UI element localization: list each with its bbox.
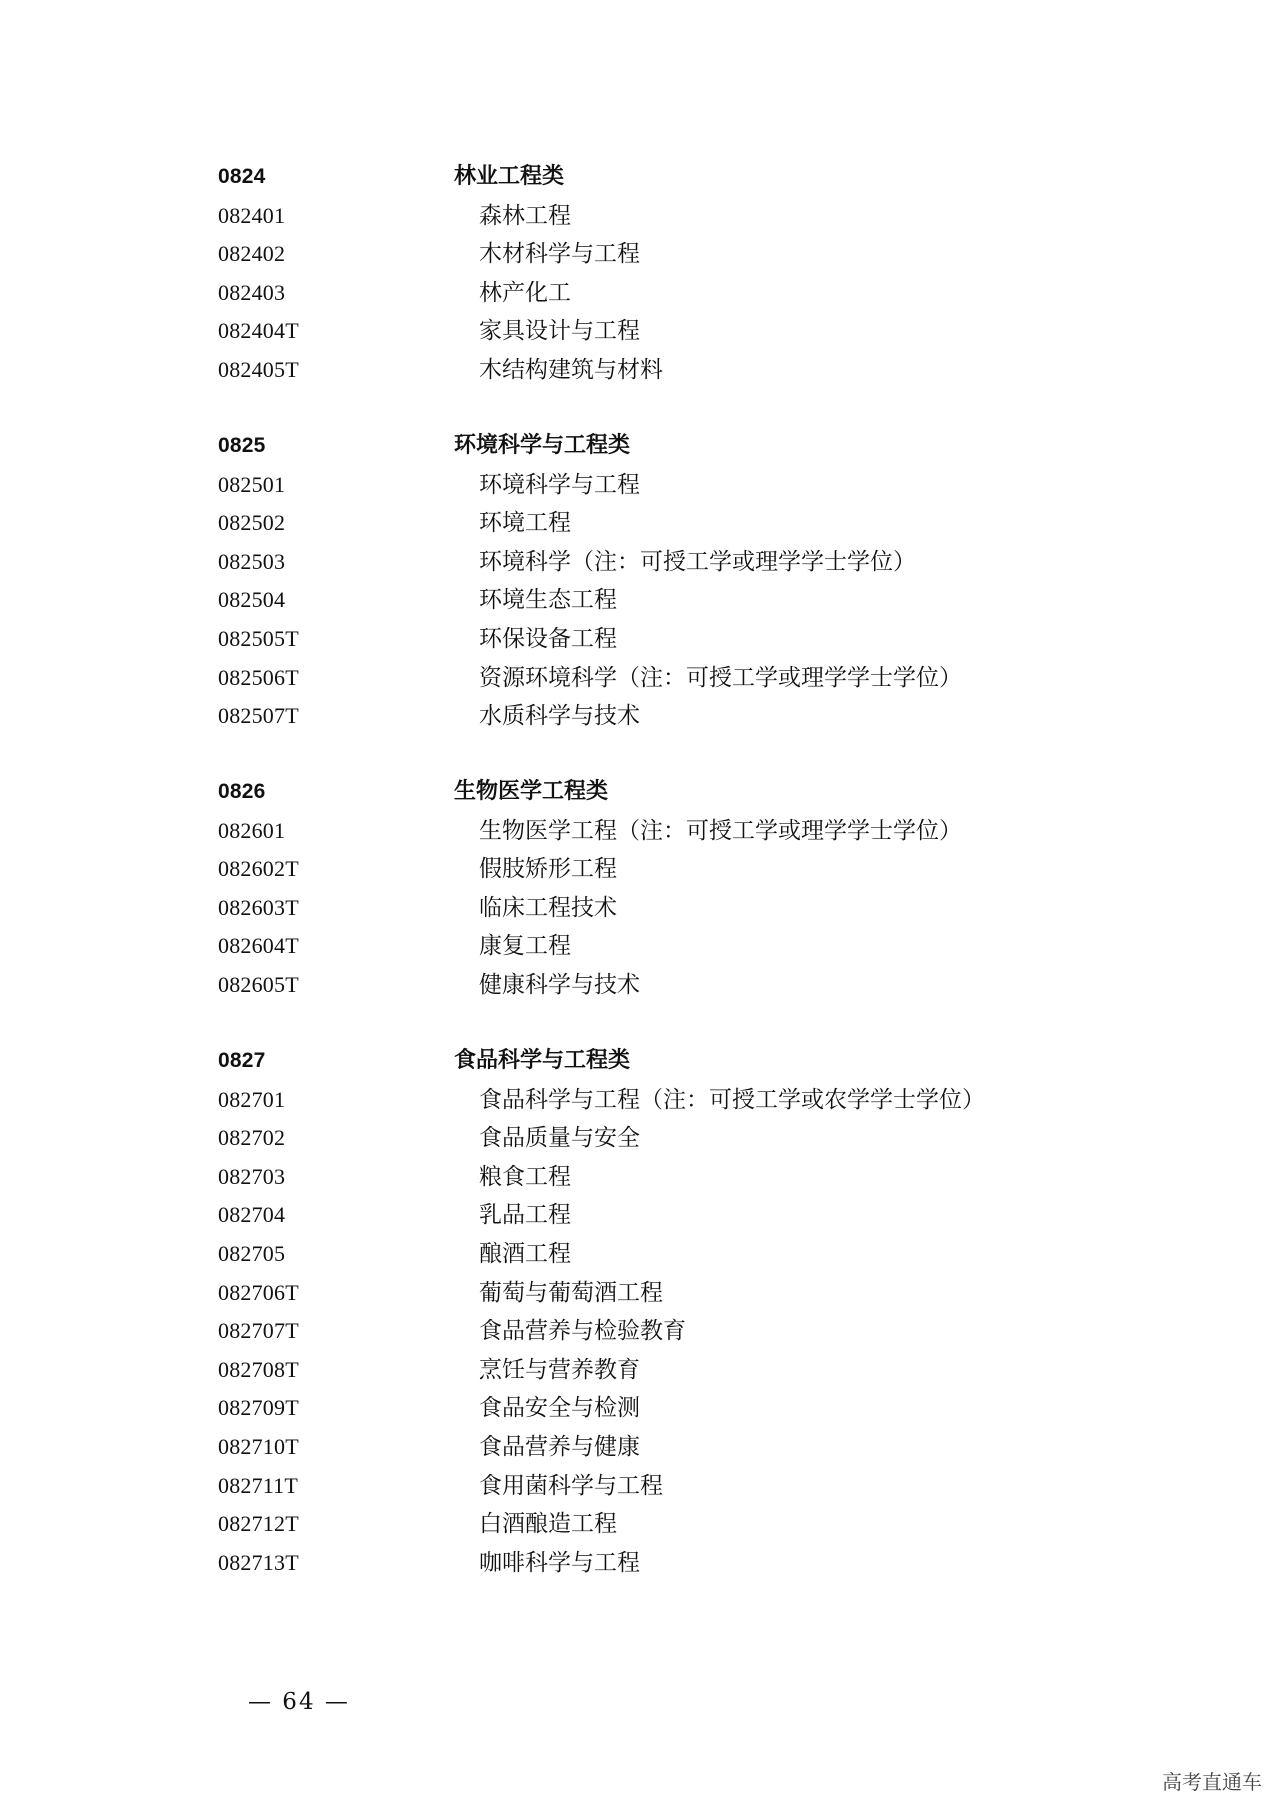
list-item bbox=[0, 1196, 1280, 1235]
major-code: 082710T bbox=[218, 1433, 299, 1459]
major-name: 食品营养与健康 bbox=[479, 1433, 640, 1460]
section-header bbox=[0, 427, 1280, 466]
major-code: 082404T bbox=[218, 318, 299, 344]
major-code: 082503 bbox=[218, 548, 286, 574]
major-name: 水质科学与技术 bbox=[479, 703, 640, 730]
major-name: 环保设备工程 bbox=[479, 625, 617, 652]
section-0827 bbox=[0, 1042, 1280, 1582]
section-title: 食品科学与工程类 bbox=[454, 1048, 631, 1073]
major-name: 食品科学与工程（注：可授工学或农学学士学位） bbox=[479, 1086, 985, 1113]
section-code: 0824 bbox=[218, 165, 266, 188]
page-number: — 64 — bbox=[248, 1689, 350, 1715]
section-title: 生物医学工程类 bbox=[454, 779, 609, 804]
major-code: 082713T bbox=[218, 1549, 299, 1575]
major-code: 082603T bbox=[218, 894, 299, 920]
major-code: 082703 bbox=[218, 1163, 286, 1189]
list-item bbox=[0, 1158, 1280, 1197]
major-code: 082506T bbox=[218, 664, 299, 690]
list-item bbox=[0, 543, 1280, 582]
major-name: 生物医学工程（注：可授工学或理学学士学位） bbox=[479, 817, 962, 844]
list-item bbox=[0, 466, 1280, 505]
list-item bbox=[0, 197, 1280, 236]
list-item bbox=[0, 1312, 1280, 1351]
list-item bbox=[0, 889, 1280, 928]
major-name: 环境科学与工程 bbox=[479, 471, 640, 498]
major-name: 食品营养与检验教育 bbox=[479, 1318, 686, 1345]
major-code: 082605T bbox=[218, 971, 299, 997]
major-code: 082401 bbox=[218, 202, 286, 228]
list-item bbox=[0, 1389, 1280, 1428]
section-0826 bbox=[0, 773, 1280, 1005]
list-item bbox=[0, 966, 1280, 1005]
major-code: 082604T bbox=[218, 933, 299, 959]
major-name: 环境科学（注：可授工学或理学学士学位） bbox=[479, 548, 916, 575]
list-item bbox=[0, 312, 1280, 351]
major-name: 粮食工程 bbox=[479, 1163, 571, 1190]
major-code: 082707T bbox=[218, 1318, 299, 1344]
list-item bbox=[0, 850, 1280, 889]
list-item bbox=[0, 620, 1280, 659]
list-item bbox=[0, 1505, 1280, 1544]
list-item bbox=[0, 504, 1280, 543]
section-code: 0826 bbox=[218, 780, 266, 803]
major-name: 食品质量与安全 bbox=[479, 1125, 640, 1152]
major-code: 082507T bbox=[218, 703, 299, 729]
major-code: 082602T bbox=[218, 856, 299, 882]
major-name: 葡萄与葡萄酒工程 bbox=[479, 1279, 663, 1306]
list-item bbox=[0, 812, 1280, 851]
watermark-text: 高考直通车 bbox=[1162, 1770, 1262, 1794]
major-code: 082705 bbox=[218, 1240, 286, 1266]
section-title: 环境科学与工程类 bbox=[454, 433, 631, 458]
section-header bbox=[0, 773, 1280, 812]
major-code: 082709T bbox=[218, 1395, 299, 1421]
major-code: 082701 bbox=[218, 1086, 286, 1112]
list-item bbox=[0, 1119, 1280, 1158]
major-name: 咖啡科学与工程 bbox=[479, 1549, 640, 1576]
section-header bbox=[0, 1042, 1280, 1081]
list-item bbox=[0, 659, 1280, 698]
list-item bbox=[0, 1467, 1280, 1506]
major-code: 082502 bbox=[218, 510, 286, 536]
section-code: 0827 bbox=[218, 1049, 266, 1072]
list-item bbox=[0, 1544, 1280, 1583]
major-name: 假肢矫形工程 bbox=[479, 856, 617, 883]
list-item bbox=[0, 235, 1280, 274]
major-code: 082405T bbox=[218, 356, 299, 382]
major-name: 食品安全与检测 bbox=[479, 1395, 640, 1422]
section-0825 bbox=[0, 427, 1280, 736]
major-code: 082501 bbox=[218, 471, 286, 497]
major-name: 环境工程 bbox=[479, 510, 571, 537]
major-code: 082708T bbox=[218, 1356, 299, 1382]
major-name: 家具设计与工程 bbox=[479, 318, 640, 345]
list-item bbox=[0, 927, 1280, 966]
major-code: 082704 bbox=[218, 1202, 286, 1228]
major-code: 082706T bbox=[218, 1279, 299, 1305]
list-item bbox=[0, 1351, 1280, 1390]
major-name: 林产化工 bbox=[479, 279, 571, 306]
major-name: 临床工程技术 bbox=[479, 894, 617, 921]
list-item bbox=[0, 697, 1280, 736]
section-code: 0825 bbox=[218, 434, 266, 457]
major-name: 环境生态工程 bbox=[479, 587, 617, 614]
list-item bbox=[0, 1274, 1280, 1313]
major-code: 082403 bbox=[218, 279, 286, 305]
list-item bbox=[0, 1235, 1280, 1274]
section-title: 林业工程类 bbox=[454, 164, 565, 189]
section-0824 bbox=[0, 158, 1280, 390]
section-header bbox=[0, 158, 1280, 197]
major-code: 082702 bbox=[218, 1125, 286, 1151]
major-name: 资源环境科学（注：可授工学或理学学士学位） bbox=[479, 664, 962, 691]
major-name: 森林工程 bbox=[479, 202, 571, 229]
major-name: 康复工程 bbox=[479, 933, 571, 960]
major-code: 082504 bbox=[218, 587, 286, 613]
major-code: 082505T bbox=[218, 625, 299, 651]
major-name: 木材科学与工程 bbox=[479, 241, 640, 268]
major-code: 082711T bbox=[218, 1472, 299, 1498]
major-name: 乳品工程 bbox=[479, 1202, 571, 1229]
major-name: 食用菌科学与工程 bbox=[479, 1472, 663, 1499]
major-code: 082712T bbox=[218, 1511, 299, 1537]
list-item bbox=[0, 274, 1280, 313]
major-name: 健康科学与技术 bbox=[479, 971, 640, 998]
major-name: 白酒酿造工程 bbox=[479, 1511, 617, 1538]
major-name: 木结构建筑与材料 bbox=[479, 356, 663, 383]
list-item bbox=[0, 1428, 1280, 1467]
list-item bbox=[0, 351, 1280, 390]
major-name: 酿酒工程 bbox=[479, 1240, 571, 1267]
major-code: 082601 bbox=[218, 817, 286, 843]
major-code: 082402 bbox=[218, 241, 286, 267]
list-item bbox=[0, 1081, 1280, 1120]
list-item bbox=[0, 581, 1280, 620]
major-name: 烹饪与营养教育 bbox=[479, 1356, 640, 1383]
